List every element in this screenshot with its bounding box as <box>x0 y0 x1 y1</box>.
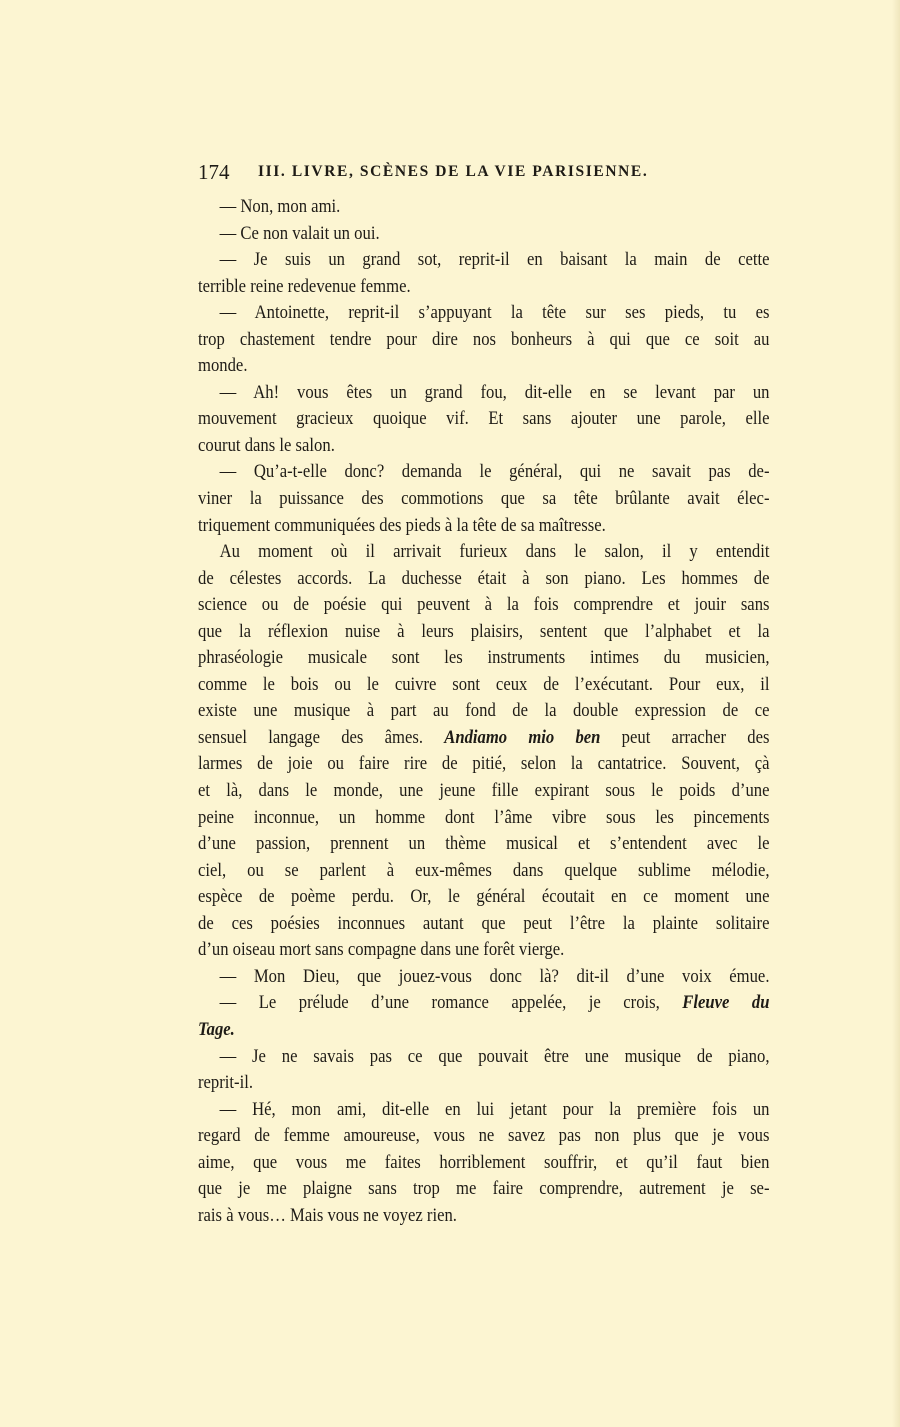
text-line <box>198 433 770 460</box>
page-header <box>198 160 770 186</box>
text-segment: phraséologie musicale sont les instruments intimes du musicien, <box>198 648 770 669</box>
text-line <box>198 1070 770 1097</box>
text-segment: — Le prélude d’une romance appelée, je crois, <box>219 993 683 1014</box>
text-segment: comme le bois ou le cuivre sont ceux de l’exécutant. Pour eux, il <box>198 674 770 695</box>
text-segment: espèce de poème perdu. Or, le général écoutait en ce moment une <box>198 887 770 908</box>
text-line <box>198 884 770 911</box>
text-line <box>198 990 770 1017</box>
text-segment: — Ce non valait un oui. <box>219 223 380 244</box>
text-line <box>198 778 770 805</box>
text-segment: ciel, ou se parlent à eux-mêmes dans quelque sublime mélodie, <box>198 860 770 881</box>
text-segment: monde. <box>198 356 248 377</box>
text-line <box>198 698 770 725</box>
page-number: 174 <box>198 160 230 184</box>
text-segment: — Je suis un grand sot, reprit-il en baisant la main de cette <box>219 250 770 271</box>
text-segment: d’un oiseau mort sans compagne dans une forêt vierge. <box>198 940 565 961</box>
text-line <box>198 459 770 486</box>
text-line <box>198 1150 770 1177</box>
text-line <box>198 300 770 327</box>
italic-title-text: Fleuve du <box>682 993 770 1014</box>
text-segment: viner la puissance des commotions que sa tête brûlante avait élec- <box>198 489 770 510</box>
text-line <box>198 592 770 619</box>
text-segment: — Ah! vous êtes un grand fou, dit-elle en se levant par un <box>219 382 770 403</box>
text-line <box>198 937 770 964</box>
text-line <box>198 672 770 699</box>
text-line <box>198 805 770 832</box>
text-line <box>198 566 770 593</box>
text-line <box>198 1017 770 1044</box>
text-segment: sensuel langage des âmes. <box>198 727 445 748</box>
text-segment: Au moment où il arrivait furieux dans le salon, il y entendit <box>219 542 770 563</box>
text-segment: et là, dans le monde, une jeune fille expirant sous le poids d’une <box>198 781 770 802</box>
text-segment: — Non, mon ami. <box>219 197 341 217</box>
text-line <box>198 725 770 752</box>
page-body-text <box>198 194 770 1229</box>
text-line <box>198 513 770 540</box>
text-segment: larmes de joie ou faire rire de pitié, selon la cantatrice. Souvent, çà <box>198 754 770 775</box>
text-line <box>198 380 770 407</box>
text-line <box>198 858 770 885</box>
text-segment: terrible reine redevenue femme. <box>198 276 411 297</box>
text-line <box>198 964 770 991</box>
text-segment: peine inconnue, un homme dont l’âme vibre sous les pincements <box>198 807 770 828</box>
text-segment: regard de femme amoureuse, vous ne savez pas non plus que je vous <box>198 1126 770 1147</box>
text-line <box>198 247 770 274</box>
italic-title-text: Andiamo mio ben <box>444 727 601 748</box>
text-segment: trop chastement tendre pour dire nos bonheurs à qui que ce soit au <box>198 329 770 350</box>
text-segment: que la réflexion nuise à leurs plaisirs, sentent que l’alphabet et la <box>198 621 770 642</box>
text-line <box>198 406 770 433</box>
text-segment: rais à vous… Mais vous ne voyez rien. <box>198 1205 457 1226</box>
text-segment: mouvement gracieux quoique vif. Et sans ajouter une parole, elle <box>198 409 770 430</box>
text-segment: triquement communiquées des pieds à la tête de sa maîtresse. <box>198 515 606 536</box>
text-line <box>198 274 770 301</box>
text-segment: aime, que vous me faites horriblement souffrir, et qu’il faut bien <box>198 1152 770 1173</box>
text-line <box>198 751 770 778</box>
text-line <box>198 486 770 513</box>
text-segment: — Hé, mon ami, dit-elle en lui jetant pour la première fois un <box>219 1099 770 1120</box>
text-segment: existe une musique à part au fond de la double expression de ce <box>198 701 770 722</box>
text-segment: de célestes accords. La duchesse était à son piano. Les hommes de <box>198 568 770 589</box>
text-line <box>198 1097 770 1124</box>
text-line <box>198 353 770 380</box>
text-line <box>198 221 770 248</box>
text-segment: d’une passion, prennent un thème musical et s’entendent avec le <box>198 834 770 855</box>
text-line <box>198 1203 770 1230</box>
text-segment: science ou de poésie qui peuvent à la fois comprendre et jouir sans <box>198 595 770 616</box>
text-segment: — Qu’a-t-elle donc? demanda le général, qui ne savait pas de- <box>219 462 770 483</box>
text-line <box>198 1176 770 1203</box>
page-edge-shadow <box>892 0 900 1427</box>
text-segment: de ces poésies inconnues autant que peut l’être la plainte solitaire <box>198 913 770 934</box>
text-line <box>198 831 770 858</box>
text-line <box>198 1123 770 1150</box>
text-segment: — Mon Dieu, que jouez-vous donc là? dit-il d’une voix émue. <box>219 966 770 987</box>
text-line <box>198 539 770 566</box>
text-line <box>198 645 770 672</box>
text-segment: courut dans le salon. <box>198 435 335 456</box>
text-segment: que je me plaigne sans trop me faire comprendre, autrement je se- <box>198 1179 770 1200</box>
text-line <box>198 1044 770 1071</box>
text-segment: — Antoinette, reprit-il s’appuyant la tête sur ses pieds, tu es <box>219 303 770 324</box>
text-segment: — Je ne savais pas ce que pouvait être une musique de piano, <box>219 1046 770 1067</box>
text-segment: reprit-il. <box>198 1073 254 1094</box>
italic-title-text: Tage. <box>198 1019 235 1040</box>
text-line <box>198 327 770 354</box>
text-segment: peut arracher des <box>600 727 770 748</box>
running-title: III. LIVRE, SCÈNES DE LA VIE PARISIENNE. <box>258 163 649 180</box>
text-line <box>198 194 770 221</box>
text-line <box>198 911 770 938</box>
text-line <box>198 619 770 646</box>
